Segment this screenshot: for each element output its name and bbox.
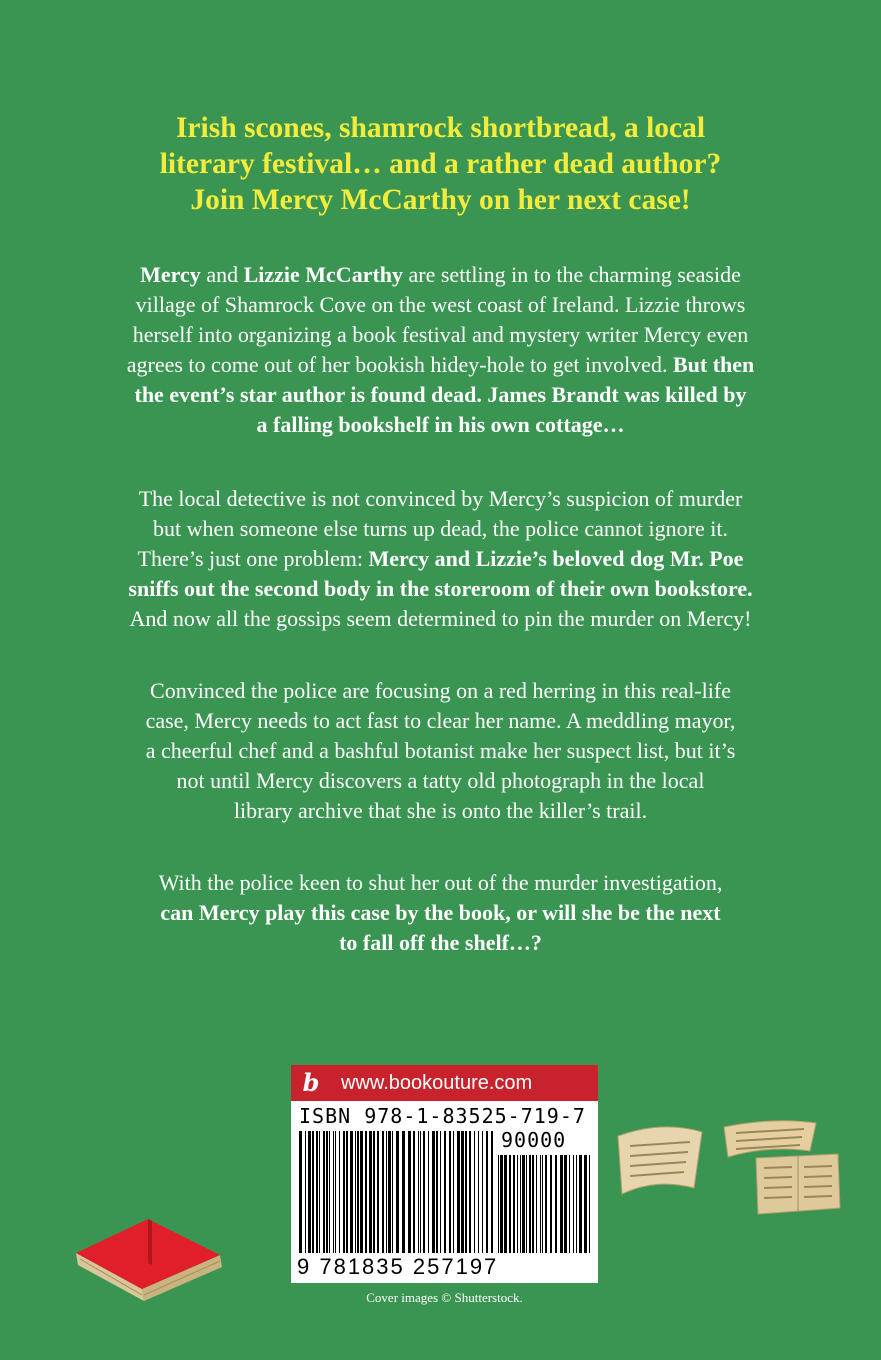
barcode-bar	[316, 1131, 318, 1253]
blurb-paragraph-3	[40, 676, 841, 826]
barcode-bar	[436, 1131, 438, 1253]
cover-image-credit: Cover images © Shutterstock.	[366, 1290, 523, 1305]
barcode-bar	[360, 1131, 363, 1253]
barcode-bar	[504, 1155, 507, 1253]
barcode-bar	[532, 1155, 534, 1253]
tagline-line: Irish scones, shamrock shortbread, a local	[175, 112, 706, 144]
barcode-bar	[329, 1131, 330, 1253]
text: agrees to come out of her bookish hidey-hole to get involved.	[126, 352, 673, 377]
barcode-bar	[564, 1155, 567, 1253]
barcode-bar	[402, 1131, 405, 1253]
barcode-bar	[569, 1155, 570, 1253]
barcode-bar	[540, 1155, 541, 1253]
barcode-bar	[432, 1131, 435, 1253]
barcode-box	[291, 1065, 598, 1283]
barcode-bar	[573, 1155, 574, 1253]
text-line: Convinced the police are focusing on a red herring in this real-life	[150, 678, 731, 703]
barcode-bar	[449, 1131, 451, 1253]
barcode-bar	[355, 1131, 356, 1253]
barcode-bar	[589, 1155, 590, 1253]
barcode-bar	[333, 1131, 334, 1253]
barcode-bar	[388, 1131, 391, 1253]
text-line: With the police keen to shut her out of the murder investigation,	[158, 870, 723, 895]
barcode-bar	[520, 1155, 521, 1253]
barcode-bar	[474, 1131, 475, 1253]
barcode-bar	[478, 1131, 479, 1253]
barcode-bar	[560, 1155, 563, 1253]
price-code: 90000	[501, 1128, 567, 1152]
text-line: The local detective is not convinced by Mercy’s suspicion of murder	[138, 486, 743, 511]
barcode-bar	[469, 1131, 471, 1253]
barcode-bar	[323, 1131, 325, 1253]
barcode-bar	[335, 1131, 336, 1253]
barcode-bar	[346, 1131, 348, 1253]
barcode-bar	[369, 1131, 372, 1253]
publisher-url: www.bookouture.com	[341, 1072, 533, 1094]
blurb-paragraph-4	[40, 868, 841, 958]
tagline-line: literary festival… and a rather dead author?	[159, 148, 722, 180]
barcode-bar	[319, 1131, 320, 1253]
barcode-bar	[373, 1131, 375, 1253]
barcode-bar	[522, 1155, 525, 1253]
barcode-bar	[542, 1155, 543, 1253]
barcode-bar	[440, 1131, 441, 1253]
bold-line: the event’s star author is found dead. James Brandt was killed by	[134, 382, 747, 407]
flying-page-icon	[752, 1150, 844, 1218]
barcode-bar	[576, 1155, 577, 1253]
barcode-bar	[517, 1155, 518, 1253]
tagline	[60, 110, 821, 218]
barcode-bar	[498, 1155, 499, 1253]
bold-text: Lizzie McCarthy	[243, 262, 404, 287]
barcode-bar	[461, 1131, 464, 1253]
barcode-bar	[357, 1131, 359, 1253]
barcode-bar	[482, 1131, 483, 1253]
barcode-bar	[365, 1131, 367, 1253]
barcode-bar	[423, 1131, 425, 1253]
barcode-bar	[584, 1155, 587, 1253]
text: are settling in to the charming seaside	[403, 262, 741, 287]
barcode-bar	[545, 1155, 547, 1253]
bold-text: But then	[672, 352, 755, 377]
barcode-bar	[453, 1131, 454, 1253]
bold-line: can Mercy play this case by the book, or will she be the next	[160, 900, 721, 925]
barcode-bar	[392, 1131, 393, 1253]
barcode-bar	[444, 1131, 446, 1253]
barcode-bar	[550, 1155, 552, 1253]
barcode-bar	[529, 1155, 531, 1253]
barcode-bar	[386, 1131, 387, 1253]
barcode-bar	[326, 1131, 328, 1253]
flying-page-icon	[612, 1120, 710, 1202]
barcode-bar	[382, 1131, 384, 1253]
bold-text: Mercy and Lizzie’s beloved dog Mr. Poe	[368, 546, 744, 571]
text-line: case, Mercy needs to act fast to clear her name. A meddling mayor,	[145, 708, 736, 733]
barcode-bar	[465, 1131, 467, 1253]
barcode-bar	[457, 1131, 460, 1253]
text-line: library archive that she is onto the killer’s trail.	[233, 798, 648, 823]
barcode-bar	[500, 1155, 503, 1253]
barcode-addon-bars	[498, 1155, 590, 1253]
barcode-bar	[343, 1131, 345, 1253]
barcode-bar	[418, 1131, 419, 1253]
barcode-bar	[396, 1131, 399, 1253]
text-line: village of Shamrock Cove on the west coast of Ireland. Lizzie throws	[135, 292, 746, 317]
barcode-bar	[509, 1155, 511, 1253]
barcode-bar	[312, 1131, 314, 1253]
tagline-line: Join Mercy McCarthy on her next case!	[190, 184, 691, 216]
bookouture-logo-icon: b	[302, 1068, 320, 1097]
barcode-bar	[420, 1131, 421, 1253]
text: and	[200, 262, 244, 287]
text-line: herself into organizing a book festival and mystery writer Mercy even	[132, 322, 749, 347]
barcode-bar	[486, 1131, 488, 1253]
publisher-url-banner	[291, 1065, 598, 1101]
text-line: but when someone else turns up dead, the police cannot ignore it.	[153, 516, 728, 541]
barcode-bar	[555, 1155, 557, 1253]
ean-digits: 9 781835 257197	[297, 1254, 499, 1279]
bold-line: to fall off the shelf…?	[339, 930, 542, 955]
barcode-bar	[299, 1131, 302, 1253]
bold-line: sniffs out the second body in the storeroom of their own bookstore.	[128, 576, 753, 601]
red-book-icon	[70, 1215, 235, 1305]
barcode-bar	[536, 1155, 537, 1253]
text-line: not until Mercy discovers a tatty old photograph in the local	[176, 768, 705, 793]
text: There’s just one problem:	[137, 546, 369, 571]
barcode-bars	[299, 1131, 493, 1253]
barcode-bar	[579, 1155, 582, 1253]
text-line: a cheerful chef and a bashful botanist make her suspect list, but it’s	[145, 738, 736, 763]
barcode-bar	[377, 1131, 379, 1253]
bold-text: Mercy	[140, 262, 201, 287]
barcode-bar	[339, 1131, 340, 1253]
isbn-number: ISBN 978-1-83525-719-7	[299, 1104, 586, 1128]
bold-line: a falling bookshelf in his own cottage…	[256, 412, 625, 437]
barcode-bar	[526, 1155, 527, 1253]
blurb-paragraph-2	[40, 484, 841, 634]
barcode-bar	[513, 1155, 515, 1253]
barcode-bar	[305, 1131, 306, 1253]
barcode-bar	[491, 1131, 493, 1253]
barcode-bar	[350, 1131, 353, 1253]
blurb-paragraph-1	[40, 260, 841, 440]
barcode-bar	[413, 1131, 415, 1253]
barcode-bar	[308, 1131, 311, 1253]
barcode-bar	[408, 1131, 411, 1253]
barcode-bar	[428, 1131, 429, 1253]
text-line: And now all the gossips seem determined to pin the murder on Mercy!	[129, 606, 752, 631]
